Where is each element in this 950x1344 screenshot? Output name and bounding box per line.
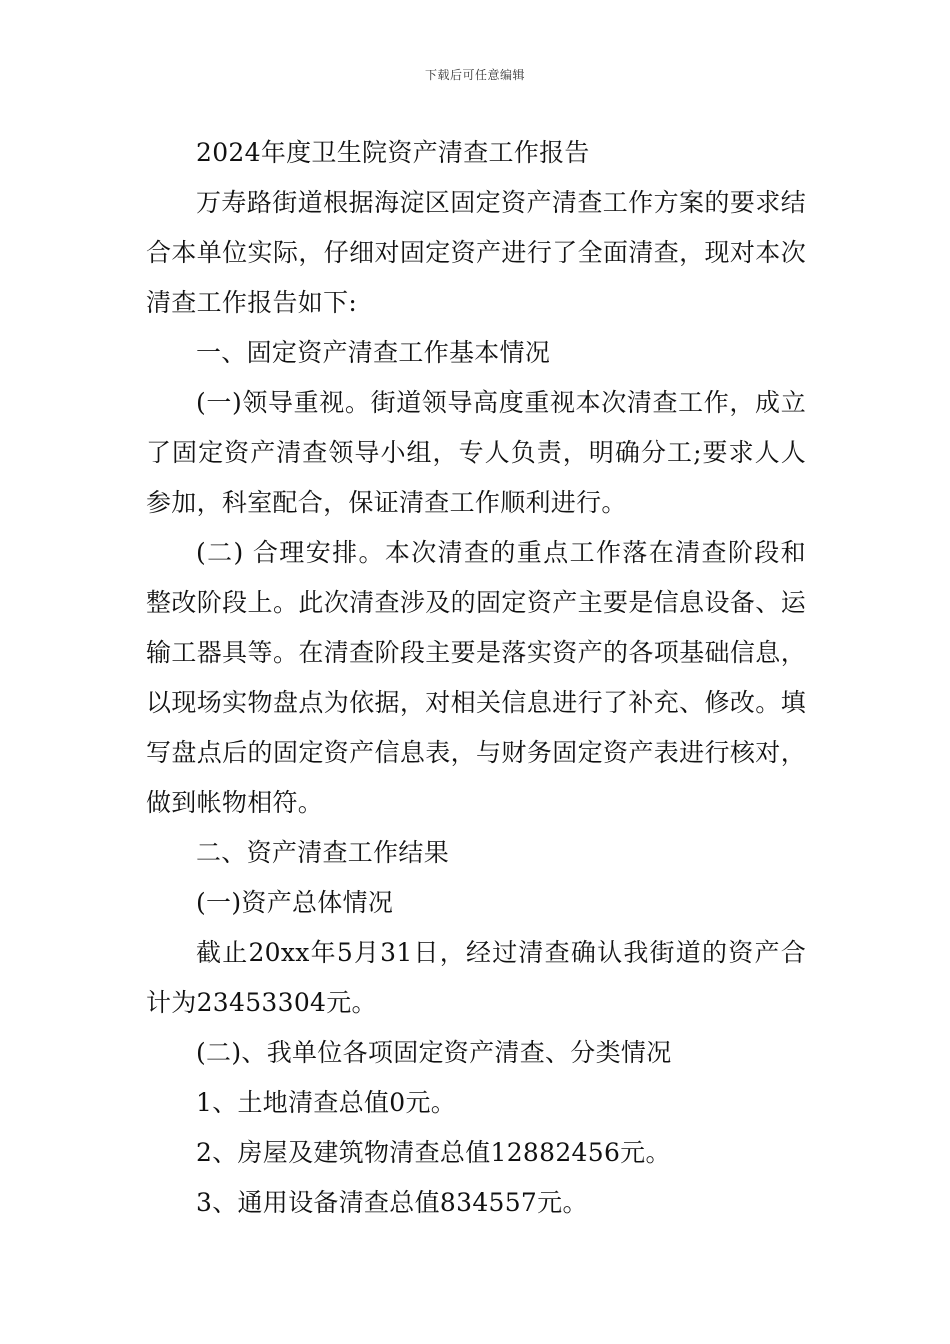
header-note: 下载后可任意编辑 — [424, 68, 525, 82]
paragraph-leadership: (一)领导重视。街道领导高度重视本次清查工作，成立了固定资产清查领导小组，专人负责，明确分工;要求人人参加，科室配合，保证清查工作顺利进行。 — [146, 388, 806, 517]
subheading-classification: (二)、我单位各项固定资产清查、分类情况 — [196, 1038, 672, 1067]
list-item-buildings: 2、房屋及建筑物清查总值12882456元。 — [196, 1138, 671, 1167]
subheading-overall: (一)资产总体情况 — [196, 888, 394, 917]
list-item-equipment: 3、通用设备清查总值834557元。 — [196, 1188, 588, 1217]
paragraph-arrangement: (二) 合理安排。本次清查的重点工作落在清查阶段和整改阶段上。此次清查涉及的固定资产主要是信息设备、运输工器具等。在清查阶段主要是落实资产的各项基础信息，以现场实物盘点为依据，对相关信息进行了补充、修改。填写盘点后的固定资产信息表，与财务固定资产表进行核对，做到帐物相符。 — [146, 538, 806, 817]
document-title: 2024年度卫生院资产清查工作报告 — [196, 138, 590, 167]
section-heading-2: 二、资产清查工作结果 — [196, 838, 450, 867]
intro-paragraph: 万寿路街道根据海淀区固定资产清查工作方案的要求结合本单位实际，仔细对固定资产进行了全面清查，现对本次清查工作报告如下: — [146, 188, 806, 317]
paragraph-total-assets: 截止20xx年5月31日，经过清查确认我街道的资产合计为23453304元。 — [146, 938, 806, 1017]
list-item-land: 1、土地清查总值0元。 — [196, 1088, 457, 1117]
section-heading-1: 一、固定资产清查工作基本情况 — [196, 338, 551, 367]
document-body — [146, 128, 806, 1228]
